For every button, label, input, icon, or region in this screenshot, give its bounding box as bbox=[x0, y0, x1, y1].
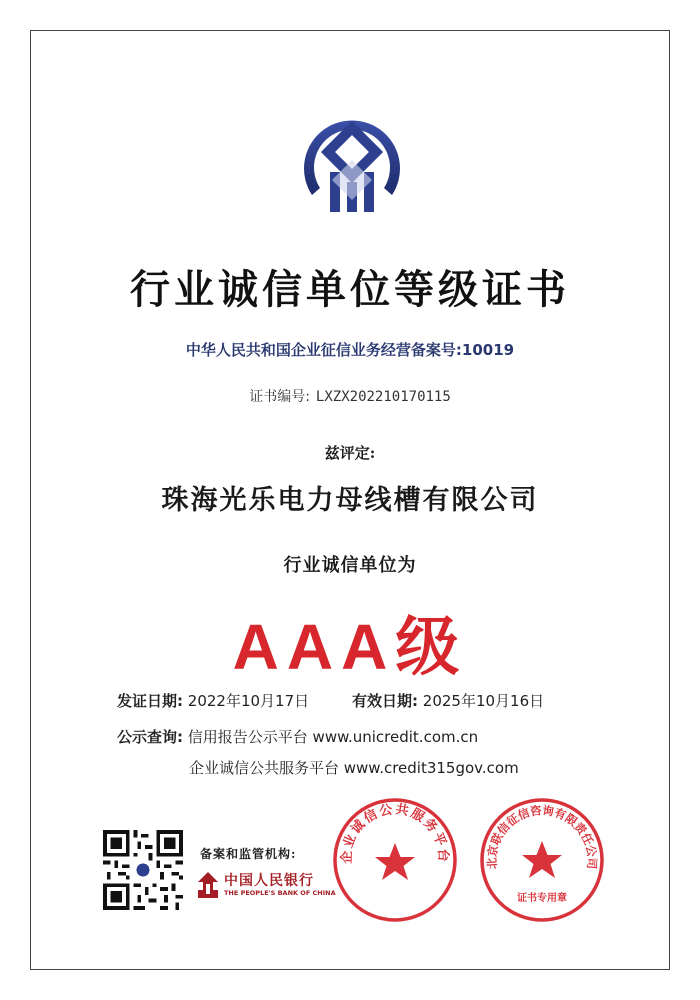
pboc-name-cn: 中国人民银行 bbox=[224, 873, 314, 889]
star-icon bbox=[375, 843, 415, 880]
credit-grade: AAA级 bbox=[232, 611, 468, 683]
issue-date-value: 2022年10月17日 bbox=[187, 692, 310, 710]
query-line-1[interactable]: 信用报告公示平台 www.unicredit.com.cn bbox=[187, 728, 479, 746]
registration-number: 中华人民共和国企业征信业务经营备案号:10019 bbox=[185, 341, 515, 359]
certificate-number bbox=[0, 386, 700, 406]
query-label: 公示查询: bbox=[117, 728, 183, 746]
pboc-logo-icon bbox=[196, 870, 220, 900]
certificate-title: 行业诚信单位等级证书 bbox=[130, 267, 570, 313]
official-seal-company bbox=[477, 795, 607, 925]
company-name: 珠海光乐电力母线槽有限公司 bbox=[161, 485, 539, 516]
issue-date-label: 发证日期: bbox=[117, 692, 183, 710]
seal2-bottom-text: 证书专用章 bbox=[517, 893, 567, 904]
rated-as-label: 行业诚信单位为 bbox=[283, 555, 417, 576]
pboc-name-en: THE PEOPLE'S BANK OF CHINA bbox=[224, 889, 336, 897]
seal2-text: 北京联信征信咨询有限责任公司 bbox=[484, 803, 600, 870]
pboc-logo bbox=[196, 868, 336, 904]
valid-date-value: 2025年10月16日 bbox=[422, 692, 545, 710]
qr-code-icon[interactable] bbox=[103, 830, 183, 910]
valid-date-row bbox=[352, 690, 544, 711]
query-row bbox=[117, 726, 478, 747]
issue-date-row bbox=[117, 690, 309, 711]
credit-emblem-icon bbox=[292, 100, 412, 220]
query-row-2 bbox=[189, 757, 519, 778]
certificate-number-label: 证书编号: bbox=[249, 389, 310, 405]
certificate-number-value: LXZX202210170115 bbox=[315, 389, 451, 405]
supervision-label: 备案和监管机构: bbox=[200, 847, 297, 861]
evaluated-label: 兹评定: bbox=[324, 444, 376, 462]
star-icon bbox=[522, 841, 562, 878]
query-line-2[interactable]: 企业诚信公共服务平台 www.credit315gov.com bbox=[189, 759, 519, 777]
official-seal-platform bbox=[330, 795, 460, 925]
valid-date-label: 有效日期: bbox=[352, 692, 418, 710]
seal1-text: 企业诚信公共服务平台 bbox=[339, 802, 451, 864]
